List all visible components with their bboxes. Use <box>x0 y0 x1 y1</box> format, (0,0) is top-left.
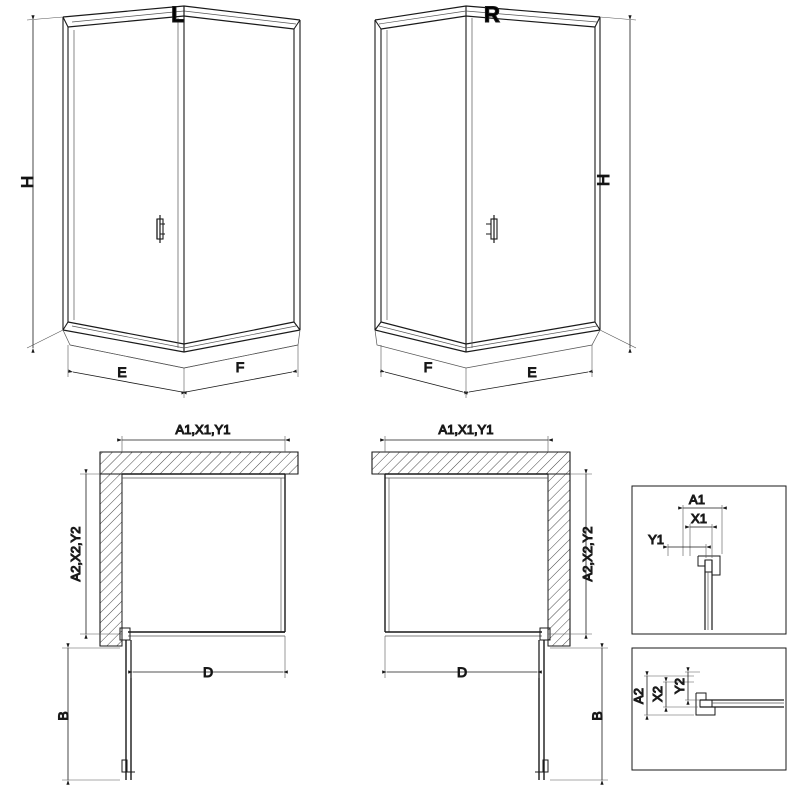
variant-label-left: L <box>171 2 185 27</box>
plan-view-left <box>55 422 298 780</box>
plan-left-swing-dim-label: B <box>55 711 71 721</box>
iso-right-e-label: E <box>527 364 537 380</box>
profile-detail-top <box>632 486 786 634</box>
iso-right-f-label: F <box>423 359 433 375</box>
iso-left-height-label: H <box>18 175 37 189</box>
plan-right-top-dim-label: A1,X1,Y1 <box>438 422 494 437</box>
plan-right-door-dim-label: D <box>456 664 468 680</box>
detail-top-a1-label: A1 <box>689 492 705 507</box>
plan-left-side-dim-label: A2,X2,Y2 <box>68 526 83 582</box>
plan-view-right <box>372 422 608 780</box>
detail-bottom-y2-label: Y2 <box>672 678 687 694</box>
detail-bottom-a2-label: A2 <box>631 688 646 704</box>
detail-top-x1-label: X1 <box>691 511 707 526</box>
detail-bottom-x2-label: X2 <box>650 686 665 702</box>
profile-detail-bottom <box>631 648 786 770</box>
iso-left-f-label: F <box>235 359 245 375</box>
plan-right-side-dim-label: A2,X2,Y2 <box>580 526 595 582</box>
iso-left-e-label: E <box>117 364 127 380</box>
plan-left-door-dim-label: D <box>202 664 214 680</box>
iso-view-right <box>375 2 636 398</box>
iso-right-height-label: H <box>594 173 613 187</box>
detail-top-y1-label: Y1 <box>648 532 664 547</box>
plan-left-top-dim-label: A1,X1,Y1 <box>175 422 231 437</box>
variant-label-right: R <box>484 2 500 27</box>
plan-right-swing-dim-label: B <box>589 711 605 721</box>
iso-view-left <box>18 2 300 398</box>
